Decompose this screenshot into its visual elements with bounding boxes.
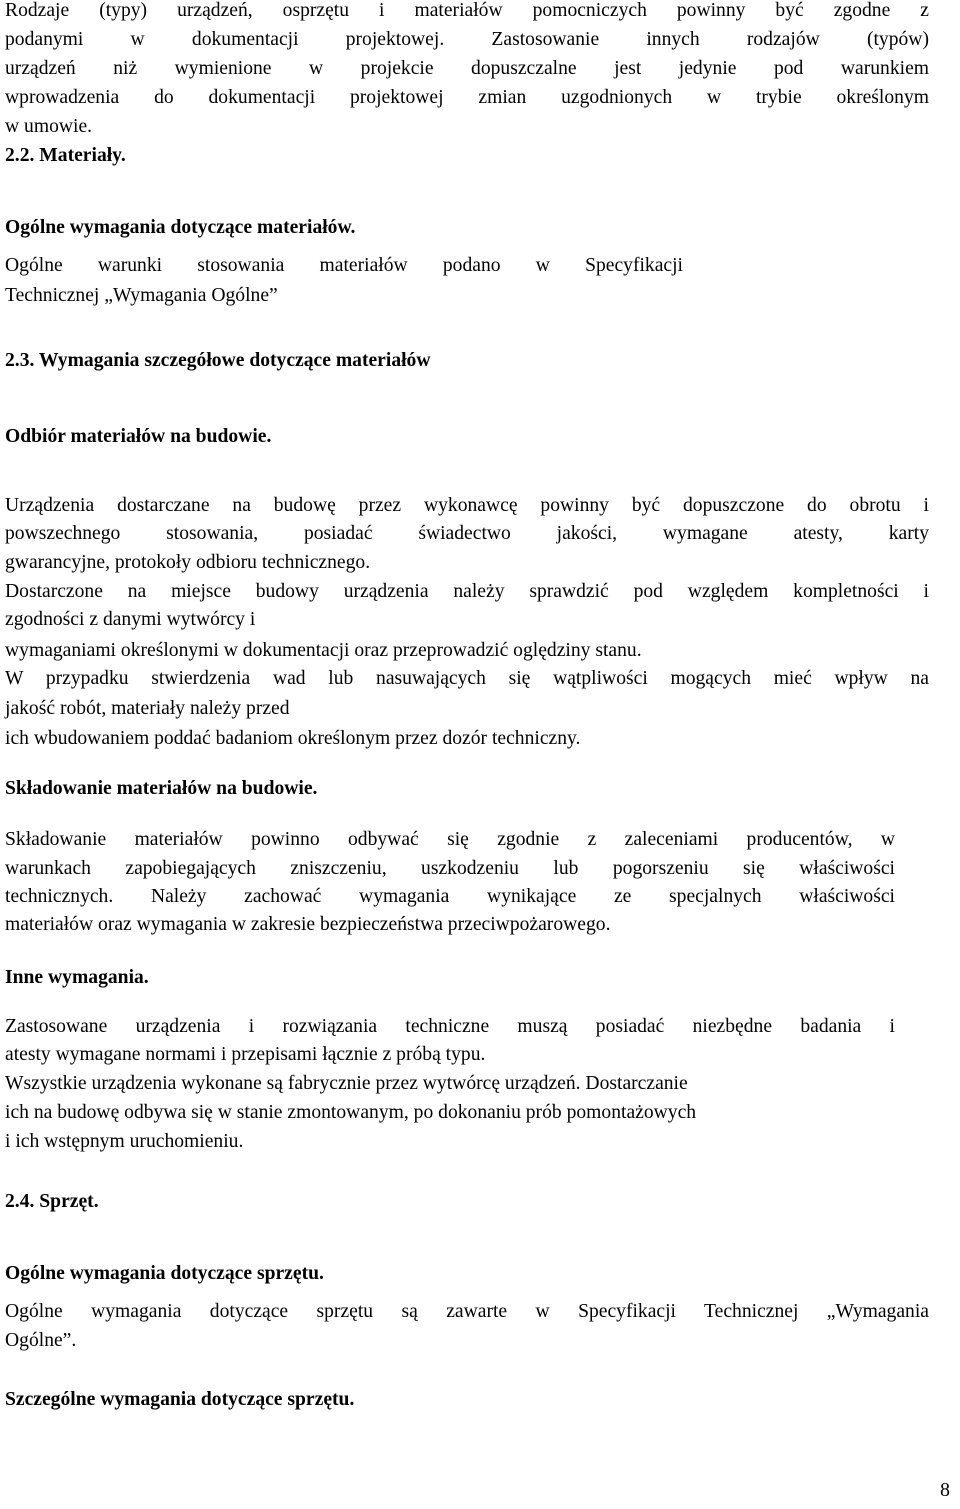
- general-materials-line-1: Ogólne warunki stosowania materiałów podano w Specyfikacji: [5, 255, 683, 276]
- other-line-4: ich na budowę odbywa się w stanie zmontowanym, po dokonaniu prób pomontażowych: [5, 1102, 697, 1123]
- storage-line-2: warunkach zapobiegających zniszczeniu, uszkodzeniu lub pogorszeniu się właściwości: [5, 858, 895, 879]
- storage-heading: Składowanie materiałów na budowie.: [5, 778, 318, 799]
- intro-line-5: w umowie.: [5, 116, 93, 137]
- other-requirements-heading: Inne wymagania.: [5, 967, 149, 988]
- special-equipment-heading: Szczególne wymagania dotyczące sprzętu.: [5, 1389, 355, 1410]
- receipt-line-1: Urządzenia dostarczane na budowę przez wykonawcę powinny być dopuszczone do obrotu i: [5, 495, 929, 516]
- section-2-3-heading: 2.3. Wymagania szczegółowe dotyczące materiałów: [5, 350, 431, 371]
- receipt-line-2: powszechnego stosowania, posiadać świadectwo jakości, wymagane atesty, karty: [5, 523, 929, 544]
- receipt-line-3: gwarancyjne, protokoły odbioru technicznego.: [5, 552, 371, 573]
- receipt-line-6: wymaganiami określonymi w dokumentacji oraz przeprowadzić oględziny stanu.: [5, 640, 642, 661]
- section-2-2-heading: 2.2. Materiały.: [5, 145, 126, 166]
- intro-line-1: Rodzaje (typy) urządzeń, osprzętu i materiałów pomocniczych powinny być zgodne z: [5, 0, 929, 21]
- receipt-line-8: jakość robót, materiały należy przed: [5, 698, 290, 719]
- storage-line-3: technicznych. Należy zachować wymagania wynikające ze specjalnych właściwości: [5, 886, 895, 907]
- intro-line-3: urządzeń niż wymienione w projekcie dopuszczalne jest jedynie pod warunkiem: [5, 58, 929, 79]
- general-equipment-line-1: Ogólne wymagania dotyczące sprzętu są zawarte w Specyfikacji Technicznej „Wymagania: [5, 1301, 929, 1322]
- other-line-3: Wszystkie urządzenia wykonane są fabrycznie przez wytwórcę urządzeń. Dostarczanie: [5, 1073, 688, 1094]
- general-equipment-line-2: Ogólne”.: [5, 1330, 77, 1351]
- receipt-line-4: Dostarczone na miejsce budowy urządzenia należy sprawdzić pod względem kompletności i: [5, 581, 929, 602]
- receipt-heading: Odbiór materiałów na budowie.: [5, 426, 272, 447]
- general-equipment-heading: Ogólne wymagania dotyczące sprzętu.: [5, 1263, 324, 1284]
- receipt-line-5: zgodności z danymi wytwórcy i: [5, 609, 256, 630]
- other-line-1: Zastosowane urządzenia i rozwiązania techniczne muszą posiadać niezbędne badania i: [5, 1016, 895, 1037]
- receipt-line-7: W przypadku stwierdzenia wad lub nasuwających się wątpliwości mogących mieć wpływ na: [5, 668, 929, 689]
- general-materials-line-2: Technicznej „Wymagania Ogólne”: [5, 285, 278, 306]
- page-number: 8: [940, 1479, 950, 1501]
- storage-line-1: Składowanie materiałów powinno odbywać się zgodnie z zaleceniami producentów, w: [5, 829, 895, 850]
- receipt-line-9: ich wbudowaniem poddać badaniom określonym przez dozór techniczny.: [5, 728, 581, 749]
- other-line-5: i ich wstępnym uruchomieniu.: [5, 1131, 244, 1152]
- intro-line-4: wprowadzenia do dokumentacji projektowej zmian uzgodnionych w trybie określonym: [5, 87, 929, 108]
- other-line-2: atesty wymagane normami i przepisami łącznie z próbą typu.: [5, 1044, 486, 1065]
- storage-line-4: materiałów oraz wymagania w zakresie bezpieczeństwa przeciwpożarowego.: [5, 914, 611, 935]
- intro-line-2: podanymi w dokumentacji projektowej. Zastosowanie innych rodzajów (typów): [5, 29, 929, 50]
- section-2-4-heading: 2.4. Sprzęt.: [5, 1191, 99, 1212]
- general-materials-heading: Ogólne wymagania dotyczące materiałów.: [5, 217, 356, 238]
